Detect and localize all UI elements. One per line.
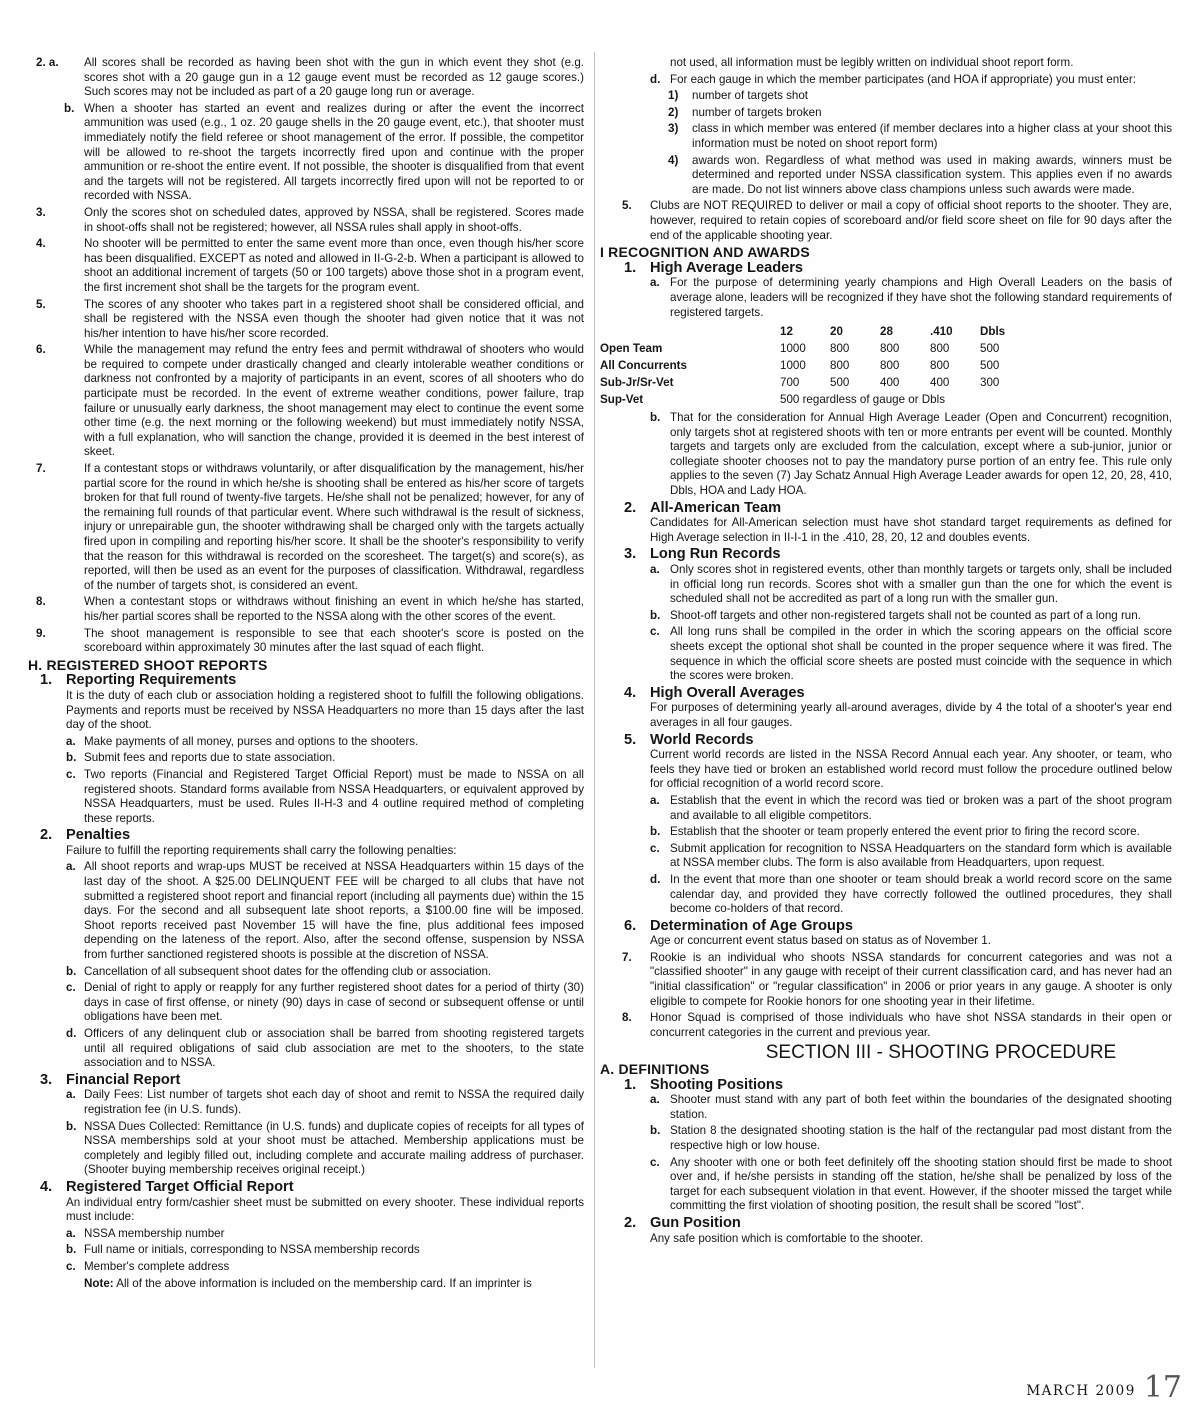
page-footer	[1026, 1370, 1182, 1405]
item-text: The scores of any shooter who takes part in a registered shoot shall be considered official, and shall be registered with the NSSA even though the shooter had given notice that it was not his/her intention to have his/her score recorded.	[84, 297, 584, 340]
list-item	[28, 1120, 584, 1178]
list-item	[600, 1124, 1172, 1153]
subsection-title: All-American Team	[650, 499, 782, 516]
subsection-heading	[600, 686, 1172, 701]
subsection-number: 4.	[40, 1178, 53, 1195]
list-item	[28, 56, 584, 100]
subsection-title: Reporting Requirements	[66, 672, 237, 689]
table-header-cell: .410	[930, 325, 953, 339]
item-label: 2)	[668, 105, 679, 119]
issue-date: MARCH 2009	[1026, 1383, 1136, 1399]
item-label: 8.	[36, 595, 46, 609]
item-label: b.	[66, 964, 77, 978]
table-cell: 500	[980, 342, 1000, 356]
item-text: class in which member was entered (if member declares into a higher class at your shoot this information must be noted on shoot report form)	[692, 122, 1172, 150]
item-label: a.	[66, 860, 76, 874]
list-item	[600, 825, 1172, 840]
list-item	[600, 1011, 1172, 1040]
item-text: Station 8 the designated shooting station is the half of the rectangular pad most distant from the respective high or low house.	[670, 1124, 1172, 1152]
list-item	[28, 298, 584, 342]
item-label: 4.	[36, 237, 46, 251]
table-header-cell: 20	[830, 325, 843, 339]
item-label: 2. a.	[36, 56, 59, 69]
subsection-title: Gun Position	[650, 1214, 741, 1231]
paragraph: Candidates for All-American selection must have shot standard target requirements as defined for High Average selection in II-I-1 in the .410, 28, 20, 12 and doubles events.	[650, 516, 1172, 544]
right-column	[600, 56, 1172, 1248]
item-label: a.	[650, 276, 660, 290]
item-label: d.	[66, 1027, 77, 1040]
item-text: All long runs shall be compiled in the order in which the scoring appears on the official score sheets except the optional shot shall be counted in the proper sequence where it was fired. The sequence in which the official score sheets are posted must coincide with the sequence in which the scores were broken.	[670, 625, 1172, 683]
table-header-cell: Dbls	[980, 325, 1006, 339]
item-label: c.	[650, 1155, 660, 1169]
subsection-number: 4.	[624, 684, 637, 701]
item-label: b.	[650, 1124, 661, 1138]
subsection-heading	[600, 501, 1172, 516]
item-text: When a shooter has started an event and realizes during or after the event the incorrect ammunition was used (e.g., 1 oz. 20 gauge shells in the 20 gauge event, etc.), that shooter must immediately notify the field referee or shoot management of the error. If possible, the competitor will be allowed to re-shoot the targets incorrectly fired upon and continue with the proper ammunition or re-shoot the entire event. If not possible, the shooter is disqualified from that event and the targets will not be registered. All targets incorrectly fired upon will not be reported to or recorded with NSSA.	[84, 101, 584, 203]
table-cell: 800	[880, 359, 900, 373]
list-item	[28, 102, 584, 204]
item-text: Clubs are NOT REQUIRED to deliver or mail a copy of official shoot reports to the shooter. They are, however, required to retain copies of scoreboard and/or field score sheet on file for 90 days after the end of the applicable shooting year.	[650, 199, 1172, 242]
table-cell: 800	[930, 342, 950, 356]
item-label: 6.	[36, 343, 46, 357]
item-label: 7.	[622, 950, 632, 964]
list-item	[28, 627, 584, 656]
subsection-number: 3.	[40, 1071, 53, 1088]
list-item	[28, 768, 584, 826]
list-item	[600, 276, 1172, 320]
row-label: Sub-Jr/Sr-Vet	[600, 376, 674, 390]
list-item	[600, 609, 1172, 624]
row-label: Open Team	[600, 342, 663, 356]
item-text: For each gauge in which the member participates (and HOA if appropriate) you must enter:	[670, 72, 1136, 86]
table-header-cell: 28	[880, 325, 893, 339]
list-item	[28, 1243, 584, 1258]
item-label: b.	[650, 825, 661, 839]
subsection-heading	[600, 1078, 1172, 1093]
subsection-heading	[28, 1073, 584, 1088]
item-text: That for the consideration for Annual High Average Leader (Open and Concurrent) recognition, only targets shot at registered shoots with ten or more entrants per event will be counted. Monthly targets and targets only are excluded from the calculation, except where a sub-junior, junior or collegiate shooter chooses not to pay the mandatory purse portion of an entry fee. This rule only applies to the seven (7) Jay Schatz Annual High Average Leader awards for open 12, 20, 28, 410, Dbls, HOA and Lady HOA.	[670, 411, 1172, 498]
subsection-title: World Records	[650, 731, 754, 748]
list-item	[600, 873, 1172, 917]
subsection-number: 3.	[624, 546, 637, 563]
item-label: b.	[650, 608, 661, 622]
averages-table	[600, 324, 1030, 409]
section-heading: I RECOGNITION AND AWARDS	[600, 244, 810, 261]
item-label: c.	[66, 1259, 76, 1273]
item-text: Two reports (Financial and Registered Target Official Report) must be made to NSSA on all registered shoots. Standard forms available from NSSA Headquarters, or equivalent approved by NSSA Headquarters, must be used. Rules II-H-3 and 4 outline required method of completing these reports.	[84, 767, 584, 825]
subsection-number: 1.	[624, 1076, 637, 1093]
item-label: c.	[650, 625, 660, 639]
subsection-heading	[600, 1216, 1172, 1231]
table-row	[600, 375, 1030, 392]
item-text: Only the scores shot on scheduled dates, approved by NSSA, shall be registered. Scores made in shoot-offs shall not be registered; however, all NSSA rules shall apply in shoot-offs.	[84, 205, 584, 234]
item-text: NSSA Dues Collected: Remittance (in U.S. funds) and duplicate copies of receipts for all types of NSSA memberships sold at your shoot must be attached. Membership applications must be completely and legibly filled out, including complete and accurate mailing address of purchaser. (Shooter buying membership receives original receipt.)	[84, 1119, 584, 1177]
subsection-heading	[600, 261, 1172, 276]
item-text: If a contestant stops or withdraws voluntarily, or after disqualification by the management, his/her partial score for the round in which he/she is shooting shall be entered as his/her score of targets broken for that full round of twenty-five targets. He/she shall not be penalized; however, for any of the remaining full rounds of that particular event. Where such withdrawal is the result of sickness, injury or unrepairable gun, the shooter withdrawing shall be charged only with the targets actually fired upon in compiling and reporting his/her score. It shall be the shooter's responsibility to verify that the reason for this withdrawal is recorded on the scoresheet. The target(s) and score(s), as reported, will then be used as an event for the purposes of classification. Withdrawal, regardless of the number of targets shot, is considered an event.	[84, 462, 584, 592]
list-item	[600, 842, 1172, 871]
table-row	[600, 392, 1030, 409]
table-cell: 400	[930, 376, 950, 390]
list-item	[600, 199, 1172, 243]
list-item	[600, 154, 1172, 198]
paragraph: Age or concurrent event status based on status as of November 1.	[650, 934, 991, 948]
list-item	[600, 563, 1172, 607]
item-text: While the management may refund the entry fees and permit withdrawal of shooters who would be required to compete under drastically changed and clearly intolerable weather conditions or darkness not confronted by a majority of participants in an event, scores of all shooters who do participate must be recorded. In the event of extreme weather conditions, power failure, trap failure or unusually early darkness, the shoot management may elect to continue the event some other time (e.g. the next morning or the following weekend) but must immediately notify NSSA, with a full explanation, who will sanction the change, provided it is deemed in the best interest of skeet.	[84, 343, 584, 459]
item-label: 3.	[36, 205, 46, 219]
list-item	[600, 89, 1172, 104]
item-label: a.	[650, 1093, 660, 1107]
list-item	[28, 965, 584, 980]
item-label: b.	[66, 1119, 77, 1133]
list-item	[28, 462, 584, 593]
subsection-heading	[28, 828, 584, 843]
table-cell: 1000	[780, 342, 806, 356]
list-item	[600, 411, 1172, 499]
list-item	[600, 122, 1172, 151]
table-cell: 500	[830, 376, 850, 390]
subsection-title: Penalties	[66, 827, 131, 844]
item-text: Submit fees and reports due to state association.	[84, 751, 336, 765]
item-text: When a contestant stops or withdraws without finishing an event in which he/she has started, his/her partial scores shall be reported to the NSSA along with the other scores of the event.	[84, 595, 584, 623]
subsection-title: High Average Leaders	[650, 259, 804, 276]
list-item	[600, 56, 1172, 71]
item-label: b.	[66, 751, 77, 765]
paragraph: It is the duty of each club or association holding a registered shoot to fulfill the following obligations. Payments and reports must be received by NSSA Headquarters no more than 15 days after the last day of the shoot.	[66, 688, 584, 732]
item-text: All of the above information is included on the membership card. If an imprinter is	[113, 1276, 532, 1290]
item-text: In the event that more than one shooter or team should break a world record score on the same calendar day, and provided they have correctly followed the outlined procedures, they shall become co-holders of that record.	[670, 872, 1172, 916]
list-item	[600, 951, 1172, 1009]
subsection-number: 2.	[624, 499, 637, 516]
list-item	[28, 735, 584, 750]
item-label: 3)	[668, 122, 679, 136]
paragraph: For purposes of determining yearly all-around averages, divide by 4 the total of a shooter's year end averages in all four gauges.	[650, 701, 1172, 729]
table-row	[600, 358, 1030, 375]
section-title: SECTION III - SHOOTING PROCEDURE	[765, 1042, 1117, 1064]
list-item	[28, 237, 584, 295]
subsection-title: Determination of Age Groups	[650, 917, 853, 934]
column-divider	[594, 52, 595, 1368]
table-cell: 800	[930, 359, 950, 373]
list-item	[600, 1156, 1172, 1214]
item-text: number of targets shot	[692, 89, 808, 103]
item-text: Daily Fees: List number of targets shot each day of shoot and remit to NSSA the required daily registration fee (in U.S. funds).	[84, 1088, 584, 1116]
table-cell: 800	[880, 342, 900, 356]
item-text: The shoot management is responsible to see that each shooter's score is posted on the scoreboard within approximately 30 minutes after the last squad of each flight.	[84, 626, 584, 655]
item-text: Full name or initials, corresponding to NSSA membership records	[84, 1243, 420, 1257]
item-text: Establish that the event in which the record was tied or broken was a part of the shoot program and available to all eligible competitors.	[670, 793, 1172, 822]
item-label: b.	[650, 411, 661, 425]
list-item	[28, 981, 584, 1025]
item-text: Make payments of all money, purses and options to the shooters.	[84, 734, 419, 748]
item-text: Establish that the shooter or team properly entered the event prior to firing the record score.	[670, 825, 1140, 839]
item-label: 1)	[668, 89, 679, 103]
item-text: Submit application for recognition to NSSA Headquarters on the standard form which is available at NSSA member clubs. The form is also available from Headquarters, upon request.	[670, 841, 1172, 870]
list-item	[28, 1088, 584, 1117]
subsection-heading	[600, 733, 1172, 748]
item-text: Cancellation of all subsequent shoot dates for the offending club or association.	[84, 964, 492, 978]
subsection-number: 2.	[624, 1214, 637, 1231]
table-header-cell	[600, 324, 780, 341]
subsection-number: 2.	[40, 827, 53, 844]
item-label: c.	[650, 841, 660, 855]
item-text: Any shooter with one or both feet definitely off the shooting station should first be made to shoot over and, if he/she persists in standing off the station, he/she shall be penalized by loss of the target for each subsequent violation in that event. However, if the shooter missed the target while committing the first violation of shooting position, the result shall be scored "lost".	[670, 1155, 1172, 1213]
table-cell: 1000	[780, 359, 806, 373]
subsection-title: Registered Target Official Report	[66, 1178, 294, 1195]
item-text: awards won. Regardless of what method was used in making awards, winners must be determined and reported under NSSA classification system. This applies even if no awards are made. Do not list winners above class champions unless such awards were made.	[692, 153, 1172, 196]
item-text: Member's complete address	[84, 1259, 230, 1273]
list-item	[600, 794, 1172, 823]
table-header-row	[600, 324, 1030, 341]
paragraph: An individual entry form/cashier sheet must be submitted on every shooter. These individual reports must include:	[66, 1195, 584, 1224]
note-item	[28, 1277, 584, 1292]
list-item	[600, 1093, 1172, 1122]
item-text: not used, all information must be legibly written on individual shoot report form.	[670, 56, 1074, 69]
item-text: NSSA membership number	[84, 1226, 225, 1240]
paragraph: Any safe position which is comfortable to the shooter.	[650, 1231, 924, 1245]
item-text: Only scores shot in registered events, other than monthly targets or targets only, shall be included in official long run records. Scores shot with a smaller gun than the one for which the event is scheduled shall not be accredited as part of a long run with the smaller gun.	[670, 563, 1172, 606]
item-text: Honor Squad is comprised of those individuals who have shot NSSA standards in their open or concurrent categories in the current and previous year.	[650, 1011, 1172, 1039]
table-cell: 300	[980, 376, 1000, 390]
table-cell: 400	[880, 376, 900, 390]
item-text: Denial of right to apply or reapply for any further registered shoot dates for a period of thirty (30) days in case of first offense, or ninety (90) days in case of second or subsequent offense or until obligations have been met.	[84, 981, 584, 1024]
table-header-cell: 12	[780, 325, 793, 339]
item-text: Rookie is an individual who shoots NSSA standards for concurrent categories and was not a "classified shooter" in any gauge with receipt of their current classification card, and has never had an "initial classification" or "regular classification" in 2006 or prior years in any gauge. A shooter is only eligible to compete for Rookie honors for one shooting year in their lifetime.	[650, 950, 1172, 1008]
section-heading: H. REGISTERED SHOOT REPORTS	[28, 656, 268, 673]
item-text: Shooter must stand with any part of both feet within the boundaries of the designated shooting station.	[670, 1093, 1172, 1121]
section-heading: A. DEFINITIONS	[600, 1061, 710, 1078]
table-cell: 700	[780, 376, 800, 390]
page-number: 17	[1143, 1370, 1182, 1405]
item-label: a.	[66, 1226, 76, 1240]
subsection-number: 1.	[40, 672, 53, 689]
subsection-heading	[600, 919, 1172, 934]
left-column	[28, 56, 584, 1293]
row-label: Sup-Vet	[600, 393, 644, 407]
item-label: c.	[66, 767, 76, 781]
subsection-heading	[28, 673, 584, 688]
item-label: d.	[650, 872, 661, 886]
list-item	[28, 751, 584, 766]
list-item	[28, 206, 584, 235]
subsection-heading	[600, 547, 1172, 562]
subsection-heading	[28, 1180, 584, 1195]
paragraph: Current world records are listed in the NSSA Record Annual each year. Any shooter, or team, who feels they have tied or broken an established world record must follow the procedure outlined below for official recognition of a world record score.	[650, 748, 1172, 791]
list-item	[28, 1260, 584, 1275]
item-label: c.	[66, 981, 76, 995]
item-label: a.	[650, 563, 660, 577]
item-label: 8.	[622, 1011, 632, 1025]
item-text: No shooter will be permitted to enter the same event more than once, even though his/her score has been disqualified. EXCEPT as noted and allowed in II-G-2-b. When a participant is allowed to shoot an additional increment of targets (50 or 100 targets) above those shot in a program event, the first increment shot shall be the targets for the program event.	[84, 237, 584, 294]
item-label: a.	[66, 1088, 76, 1102]
item-text: number of targets broken	[692, 105, 822, 119]
list-item	[600, 106, 1172, 121]
list-item	[28, 1227, 584, 1242]
subsection-title: Financial Report	[66, 1071, 181, 1088]
table-cell: 800	[830, 359, 850, 373]
item-label: b.	[66, 1243, 77, 1257]
item-label: 4)	[668, 153, 679, 167]
item-label: 9.	[36, 626, 46, 640]
paragraph: Failure to fulfill the reporting requirements shall carry the following penalties:	[66, 843, 457, 857]
item-text: Shoot-off targets and other non-registered targets shall not be counted as part of a long run.	[670, 608, 1141, 622]
table-cell: 500 regardless of gauge or Dbls	[780, 393, 945, 407]
table-row	[600, 341, 1030, 358]
note-label: Note:	[84, 1276, 114, 1290]
subsection-title: Long Run Records	[650, 546, 781, 563]
table-cell: 500	[980, 359, 1000, 373]
item-label: d.	[650, 72, 661, 86]
table-cell: 800	[830, 342, 850, 356]
item-text: All scores shall be recorded as having been shot with the gun in which event they shot (e.g. scores shot with a 20 gauge gun in a 12 gauge event must be recorded as 12 gauge scores.) Such scores may not be included as part of a 20 gauge long run or average.	[84, 56, 584, 99]
item-text: For the purpose of determining yearly champions and High Overall Leaders on the basis of average alone, leaders will be recognized if they have shot the following standard requirements of registered targets.	[670, 276, 1172, 319]
subsection-number: 1.	[624, 259, 637, 276]
subsection-title: High Overall Averages	[650, 684, 805, 701]
subsection-number: 6.	[624, 917, 637, 934]
item-label: a.	[650, 793, 660, 807]
item-text: Officers of any delinquent club or association shall be barred from shooting registered targets until all required obligations of said club association are met to the shooters, to the state association and to NSSA.	[84, 1027, 584, 1070]
subsection-number: 5.	[624, 731, 637, 748]
item-label: a.	[66, 734, 76, 748]
list-item	[28, 860, 584, 962]
item-label: 5.	[36, 297, 46, 311]
list-item	[600, 73, 1172, 88]
item-label: 7.	[36, 462, 46, 476]
item-text: All shoot reports and wrap-ups MUST be received at NSSA Headquarters within 15 days of the last day of the shoot. A $25.00 DELINQUENT FEE will be charged to all clubs that have not submitted a registered shoot report and financial report (including all payments due) within the 15 days. For the second and all subsequent late shoot reports, a $100.00 fine will be imposed. Shoot reports received past November 15 will have the fine, plus additional fees imposed depending on the lateness of the report. Also, after the second offense, suspension by NSSA from further sanctioned registered shoots is possible at the discretion of NSSA.	[84, 860, 584, 962]
item-label: b.	[64, 101, 75, 115]
list-item	[28, 343, 584, 460]
list-item	[28, 1027, 584, 1071]
subsection-title: Shooting Positions	[650, 1076, 783, 1093]
list-item	[28, 595, 584, 624]
item-label: 5.	[622, 199, 632, 213]
row-label: All Concurrents	[600, 359, 687, 373]
list-item	[600, 625, 1172, 683]
